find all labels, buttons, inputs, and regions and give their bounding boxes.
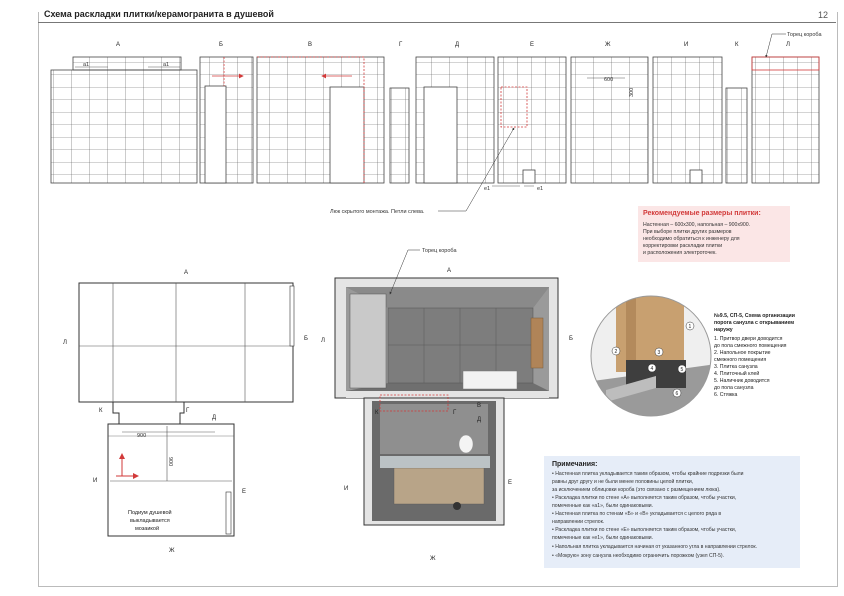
render-letter-g: Г	[453, 410, 457, 416]
elevation-wall-l	[752, 57, 819, 183]
hatch-label: Люк скрытого монтажа. Петли слева.	[330, 209, 425, 215]
detail-item: 6. Стяжка	[714, 392, 738, 398]
plan-podium-line: мозаикой	[135, 526, 160, 532]
recommended-sizes-box	[638, 206, 790, 262]
plan-letter-l: Л	[63, 340, 67, 346]
elev-letter-b: Б	[219, 42, 223, 48]
note-line: • Настенная плитка по стенам «Б» и «В» укладывается с целого ряда в	[552, 511, 722, 517]
recommended-line: необходимо обратиться к инженеру для	[643, 236, 740, 242]
elev-letter-l: Л	[786, 42, 790, 48]
plan-letter-b: Б	[304, 336, 308, 342]
dim-600: 600	[604, 77, 614, 83]
elevation-wall-zh	[571, 57, 648, 183]
plan-letter-zh: Ж	[169, 548, 175, 554]
plan-letter-i: И	[93, 478, 98, 484]
elevation-wall-v	[257, 57, 384, 183]
elevation-wall-g	[390, 88, 409, 183]
recommended-line: и расположения электроточек.	[643, 250, 717, 256]
plan-letter-d: Д	[212, 415, 217, 421]
render-letter-k: К	[375, 410, 379, 416]
threshold-detail	[586, 294, 716, 424]
bathroom-render	[320, 238, 573, 568]
elev-letter-k: К	[735, 42, 739, 48]
page-title: Схема раскладки плитки/керамогранита в душевой	[44, 9, 274, 19]
note-line: • Напольная плитка укладывается начиная от указанного угла в направлении стрелок.	[552, 544, 758, 550]
plan-letter-e: Е	[242, 489, 247, 495]
plan-letter-g: Г	[186, 408, 190, 414]
recommended-line: Настенная – 600х300, напольная – 900х900.	[643, 222, 751, 228]
plan-letter-a: А	[184, 270, 189, 276]
elevation-wall-a	[51, 57, 197, 183]
render-letter-l: Л	[321, 338, 325, 344]
note-line: • Раскладка плитки по стене «А» выполняется таким образом, чтобы участки,	[552, 495, 737, 501]
note-line: помеченные как «е1», были одинаковыми.	[552, 535, 654, 541]
callout-3: 3	[657, 350, 661, 356]
note-line: направлении стрелок.	[552, 519, 605, 525]
note-line: за исключением облицовки короба (это связано с размещением люка).	[552, 487, 721, 493]
render-letter-i: И	[344, 486, 349, 492]
render-letter-e: Е	[508, 480, 513, 486]
plan-podium-line: выкладывается	[130, 518, 170, 524]
render-letter-b: Б	[569, 336, 573, 342]
box-end-label: Торец короба	[787, 32, 822, 38]
render-letter-v: В	[477, 403, 482, 409]
dim-a1-right: а1	[163, 62, 170, 68]
elev-letter-d: Д	[455, 42, 460, 48]
dim-300: 300	[629, 87, 635, 97]
wall-elevations	[0, 0, 844, 230]
detail-item: 2. Напольное покрытие	[714, 350, 771, 356]
callout-5: 5	[680, 367, 684, 373]
render-letter-zh: Ж	[430, 556, 436, 562]
elevation-wall-d	[416, 57, 494, 183]
dim-e1-left: е1	[484, 186, 491, 192]
dim-e1-right: е1	[537, 186, 544, 192]
elevation-wall-i	[653, 57, 722, 183]
plan-letter-k: К	[99, 408, 103, 414]
detail-item: 1. Притвор двери доводится	[714, 336, 783, 342]
detail-heading: №9.5, СП-5, Схема организации	[714, 313, 795, 319]
floor-plan	[0, 260, 308, 590]
elevation-wall-k	[726, 88, 747, 183]
recommended-line: корректировки раскладки плитки	[643, 243, 723, 249]
detail-item: смежного помещения	[714, 357, 767, 363]
plan-podium-line: Подиум душевой	[128, 510, 172, 516]
dim-900-v: 900	[167, 457, 173, 467]
recommended-heading: Рекомендуемые размеры плитки:	[643, 210, 761, 217]
elev-letter-zh: Ж	[605, 42, 611, 48]
callout-2: 2	[614, 349, 618, 355]
page-number: 12	[818, 10, 829, 20]
dim-a1-left: а1	[83, 62, 90, 68]
recommended-line: При выборе плитки других размеров	[643, 229, 732, 235]
elev-letter-a: А	[116, 42, 121, 48]
elevation-wall-b	[200, 57, 253, 183]
render-letter-a: А	[447, 268, 452, 274]
callout-1: 1	[688, 324, 692, 330]
note-line: • Раскладка плитки по стене «Е» выполняется таким образом, чтобы участки,	[552, 527, 737, 533]
note-line: • «Мокрую» зону санузла необходимо ограничить порожком (узел СП-5).	[552, 553, 725, 559]
detail-item: до пола санузла	[714, 385, 754, 391]
elevation-wall-e	[498, 57, 566, 183]
note-line: помеченные как «а1», были одинаковыми.	[552, 503, 654, 509]
detail-item: 5. Наличник доводится	[714, 378, 770, 384]
render-letter-d: Д	[477, 417, 482, 423]
detail-item: 4. Плиточный клей	[714, 371, 760, 377]
detail-item: до пола смежного помещения	[714, 343, 787, 349]
callout-4: 4	[650, 366, 654, 372]
elev-letter-g: Г	[399, 42, 403, 48]
elev-letter-e: Е	[530, 42, 535, 48]
callout-6: 6	[675, 391, 679, 397]
notes-heading: Примечания:	[552, 461, 598, 468]
detail-heading: порога санузла с открыванием	[714, 320, 795, 326]
detail-item: 3. Плитка санузла	[714, 364, 758, 370]
elev-letter-i: И	[684, 42, 689, 48]
note-line: равны друг другу и не были менее половины целой плитки,	[552, 479, 694, 485]
note-line: • Настенная плитка укладывается таким образом, чтобы крайние подрезки были	[552, 471, 744, 477]
detail-heading: наружу	[714, 327, 733, 333]
elev-letter-v: В	[308, 42, 313, 48]
notes-box	[544, 456, 800, 568]
render-box-end-label: Торец короба	[422, 248, 457, 254]
dim-900-h: 900	[137, 433, 147, 439]
